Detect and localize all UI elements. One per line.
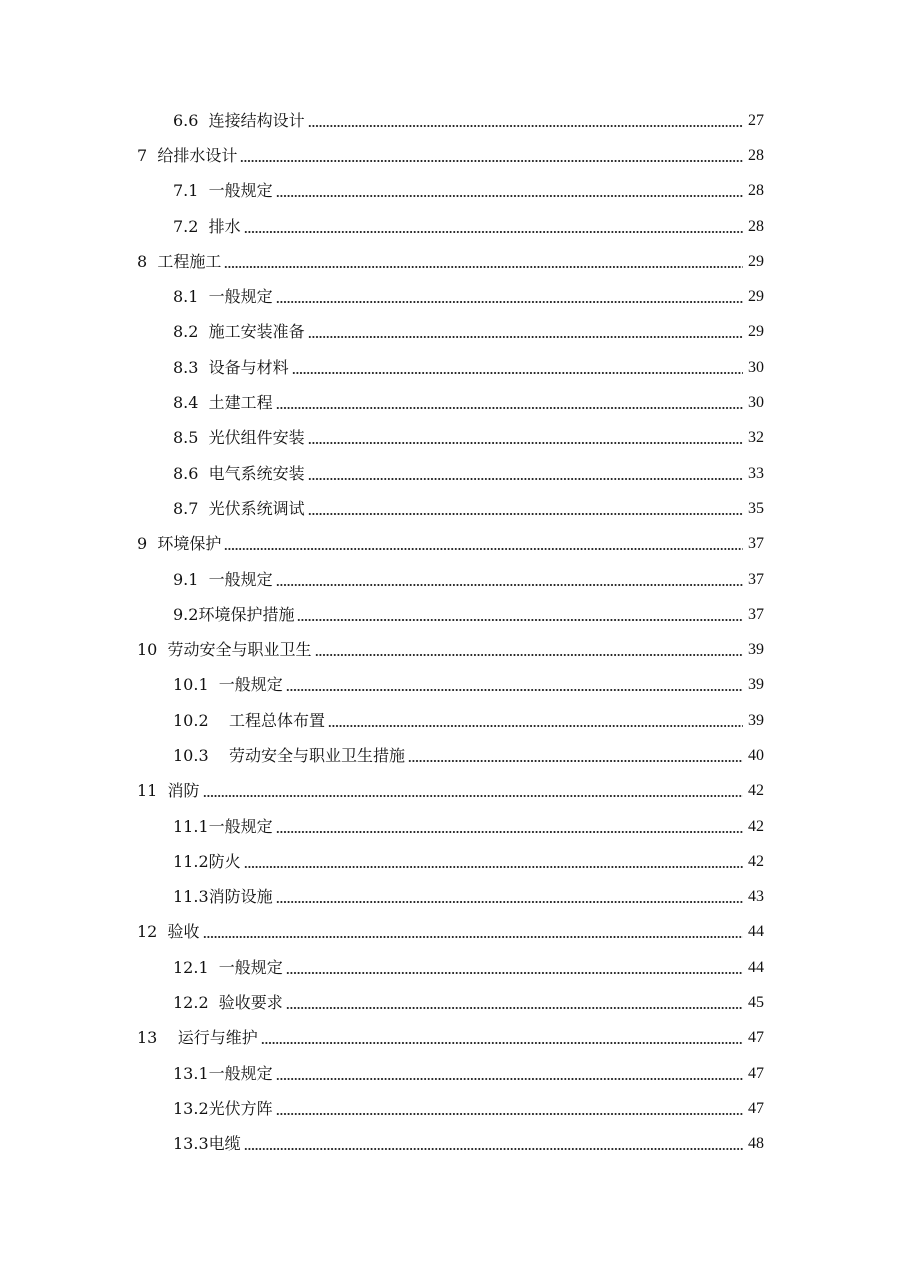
- toc-page-number: 42: [748, 817, 764, 835]
- toc-entry-title: 8.4 土建工程: [173, 393, 273, 413]
- toc-dot-leader: [308, 499, 743, 519]
- toc-dot-leader: [244, 217, 743, 237]
- toc-entry-title: 13 运行与维护: [137, 1028, 258, 1048]
- toc-entry[interactable]: [0, 1056, 900, 1091]
- toc-entry[interactable]: [0, 738, 900, 773]
- toc-page-number: 45: [748, 994, 764, 1012]
- toc-page-number: 39: [748, 641, 764, 659]
- toc-page-number: 27: [748, 111, 764, 129]
- toc-dot-leader: [224, 534, 743, 554]
- toc-entry-title: 8.5 光伏组件安装: [173, 428, 305, 448]
- toc-entry[interactable]: [0, 385, 900, 420]
- toc-entry-title: 9.2环境保护措施: [173, 604, 295, 624]
- toc-dot-leader: [276, 887, 743, 907]
- toc-entry[interactable]: [0, 103, 900, 138]
- toc-entry[interactable]: [0, 491, 900, 526]
- toc-page-number: 42: [748, 782, 764, 800]
- toc-dot-leader: [224, 252, 743, 272]
- toc-entry[interactable]: [0, 1127, 900, 1162]
- toc-entry[interactable]: [0, 809, 900, 844]
- toc-dot-leader: [297, 605, 743, 625]
- toc-dot-leader: [240, 146, 743, 166]
- toc-entry-title: 12.1 一般规定: [173, 957, 283, 977]
- toc-entry-title: 8.6 电气系统安装: [173, 463, 305, 483]
- toc-entry[interactable]: [0, 209, 900, 244]
- toc-dot-leader: [308, 111, 743, 131]
- toc-entry[interactable]: [0, 985, 900, 1020]
- toc-entry[interactable]: [0, 421, 900, 456]
- toc-dot-leader: [276, 181, 743, 201]
- toc-dot-leader: [292, 358, 743, 378]
- toc-entry[interactable]: [0, 562, 900, 597]
- toc-dot-leader: [286, 675, 743, 695]
- toc-dot-leader: [308, 322, 743, 342]
- toc-entry-title: 13.1一般规定: [173, 1063, 273, 1083]
- toc-dot-leader: [308, 428, 743, 448]
- toc-entry-title: 13.3电缆: [173, 1134, 241, 1154]
- toc-entry-title: 10.2 工程总体布置: [173, 710, 325, 730]
- toc-entry-title: 10 劳动安全与职业卫生: [137, 640, 312, 660]
- toc-page-number: 29: [748, 288, 764, 306]
- toc-dot-leader: [286, 993, 743, 1013]
- toc-page-number: 37: [748, 605, 764, 623]
- toc-entry-title: 8.2 施工安装准备: [173, 322, 305, 342]
- toc-dot-leader: [276, 1099, 743, 1119]
- toc-entry[interactable]: [0, 1091, 900, 1126]
- toc-entry[interactable]: [0, 668, 900, 703]
- toc-dot-leader: [276, 817, 743, 837]
- toc-page-number: 37: [748, 570, 764, 588]
- toc-entry-title: 10.1 一般规定: [173, 675, 283, 695]
- toc-page-number: 42: [748, 852, 764, 870]
- toc-page-number: 28: [748, 146, 764, 164]
- toc-page-number: 28: [748, 217, 764, 235]
- toc-page-number: 43: [748, 888, 764, 906]
- toc-dot-leader: [203, 922, 743, 942]
- toc-dot-leader: [308, 464, 743, 484]
- toc-page-number: 40: [748, 746, 764, 764]
- toc-dot-leader: [286, 958, 743, 978]
- toc-page-number: 29: [748, 323, 764, 341]
- toc-entry[interactable]: [0, 315, 900, 350]
- toc-entry[interactable]: [0, 527, 900, 562]
- toc-dot-leader: [261, 1028, 743, 1048]
- toc-entry[interactable]: [0, 138, 900, 173]
- toc-entry[interactable]: [0, 279, 900, 314]
- toc-page-number: 32: [748, 429, 764, 447]
- toc-entry-title: 11.1一般规定: [173, 816, 273, 836]
- toc-page-number: 48: [748, 1135, 764, 1153]
- toc-entry[interactable]: [0, 456, 900, 491]
- toc-page-number: 33: [748, 464, 764, 482]
- toc-entry-title: 11 消防: [137, 781, 200, 801]
- toc-page-number: 30: [748, 358, 764, 376]
- toc-entry-title: 9.1 一般规定: [173, 569, 273, 589]
- toc-entry-title: 9 环境保护: [137, 534, 222, 554]
- toc-entry[interactable]: [0, 174, 900, 209]
- toc-entry[interactable]: [0, 632, 900, 667]
- toc-dot-leader: [203, 781, 743, 801]
- table-of-contents: [0, 103, 900, 1162]
- toc-entry[interactable]: [0, 350, 900, 385]
- toc-dot-leader: [276, 570, 743, 590]
- toc-dot-leader: [276, 287, 743, 307]
- toc-entry-title: 8.7 光伏系统调试: [173, 498, 305, 518]
- toc-page-number: 47: [748, 1029, 764, 1047]
- toc-entry-title: 13.2光伏方阵: [173, 1098, 273, 1118]
- toc-dot-leader: [315, 640, 743, 660]
- toc-page-number: 47: [748, 1064, 764, 1082]
- toc-entry[interactable]: [0, 244, 900, 279]
- toc-entry[interactable]: [0, 844, 900, 879]
- toc-entry[interactable]: [0, 703, 900, 738]
- toc-page-number: 37: [748, 535, 764, 553]
- toc-dot-leader: [276, 1064, 743, 1084]
- toc-dot-leader: [328, 711, 743, 731]
- toc-dot-leader: [244, 852, 743, 872]
- toc-entry[interactable]: [0, 774, 900, 809]
- toc-dot-leader: [244, 1134, 743, 1154]
- toc-page-number: 44: [748, 958, 764, 976]
- toc-entry[interactable]: [0, 915, 900, 950]
- toc-entry-title: 7.2 排水: [173, 216, 241, 236]
- toc-entry[interactable]: [0, 880, 900, 915]
- toc-page-number: 35: [748, 499, 764, 517]
- toc-entry-title: 11.2防火: [173, 851, 241, 871]
- toc-entry[interactable]: [0, 597, 900, 632]
- toc-page-number: 44: [748, 923, 764, 941]
- toc-entry-title: 10.3 劳动安全与职业卫生措施: [173, 745, 405, 765]
- toc-entry-title: 12 验收: [137, 922, 200, 942]
- toc-entry[interactable]: [0, 1021, 900, 1056]
- toc-entry-title: 7.1 一般规定: [173, 181, 273, 201]
- toc-page-number: 30: [748, 394, 764, 412]
- toc-page-number: 39: [748, 711, 764, 729]
- toc-entry-title: 12.2 验收要求: [173, 993, 283, 1013]
- toc-entry-title: 6.6 连接结构设计: [173, 110, 305, 130]
- toc-page-number: 47: [748, 1099, 764, 1117]
- toc-entry[interactable]: [0, 950, 900, 985]
- toc-dot-leader: [276, 393, 743, 413]
- toc-entry-title: 7 给排水设计: [137, 145, 238, 165]
- toc-entry-title: 8.1 一般规定: [173, 287, 273, 307]
- toc-page-number: 39: [748, 676, 764, 694]
- toc-page-number: 28: [748, 182, 764, 200]
- toc-entry-title: 8.3 设备与材料: [173, 357, 289, 377]
- toc-entry-title: 8 工程施工: [137, 251, 222, 271]
- toc-page-number: 29: [748, 252, 764, 270]
- toc-entry-title: 11.3消防设施: [173, 887, 273, 907]
- toc-dot-leader: [408, 746, 743, 766]
